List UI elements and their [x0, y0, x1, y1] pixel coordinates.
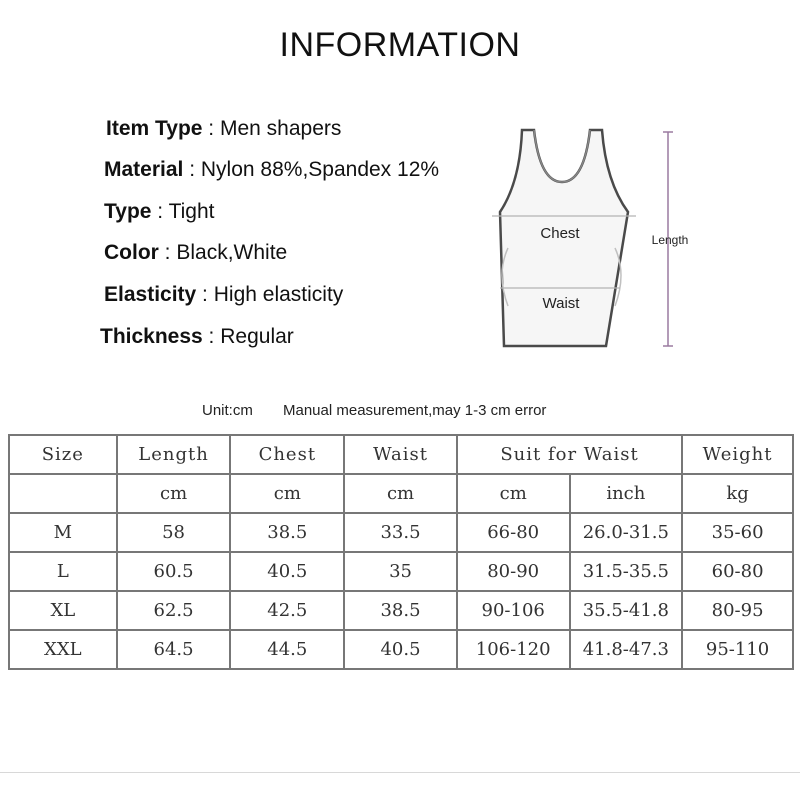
table-unit-row	[9, 474, 793, 513]
table-cell: 33.5	[344, 513, 457, 552]
tank-top-measurement-diagram	[470, 120, 710, 360]
table-cell: L	[9, 552, 117, 591]
unit-cell: cm	[457, 474, 570, 513]
spec-value: High elasticity	[213, 283, 344, 306]
tank-top-illustration	[470, 120, 710, 360]
table-row	[9, 630, 793, 669]
table-cell: 41.8-47.3	[570, 630, 683, 669]
spec-key: Item Type	[106, 117, 203, 140]
table-cell: 38.5	[230, 513, 344, 552]
bottom-divider	[0, 772, 800, 773]
spec-value: Tight	[168, 200, 215, 223]
table-cell: 66-80	[457, 513, 570, 552]
table-cell: 42.5	[230, 591, 344, 630]
table-cell: 35	[344, 552, 457, 591]
table-cell: 35.5-41.8	[570, 591, 683, 630]
chest-label: Chest	[540, 225, 580, 242]
table-cell: 58	[117, 513, 231, 552]
spec-color: Color : Black,White	[104, 241, 288, 264]
table-cell: M	[9, 513, 117, 552]
header-weight: Weight	[682, 435, 793, 474]
table-cell: 90-106	[457, 591, 570, 630]
size-chart-table	[8, 434, 794, 670]
table-cell: 80-90	[457, 552, 570, 591]
table-row	[9, 591, 793, 630]
unit-cell: cm	[230, 474, 344, 513]
unit-cell: kg	[682, 474, 793, 513]
spec-elasticity: Elasticity : High elasticity	[104, 283, 344, 306]
spec-key: Thickness	[100, 325, 203, 348]
spec-value: Nylon 88%,Spandex 12%	[200, 158, 440, 181]
table-cell: 35-60	[682, 513, 793, 552]
unit-cell: inch	[570, 474, 683, 513]
table-row	[9, 513, 793, 552]
spec-key: Elasticity	[104, 283, 197, 306]
table-cell: 38.5	[344, 591, 457, 630]
table-cell: 26.0-31.5	[570, 513, 683, 552]
unit-cell: cm	[344, 474, 457, 513]
table-cell: 44.5	[230, 630, 344, 669]
table-cell: 106-120	[457, 630, 570, 669]
table-cell: 80-95	[682, 591, 793, 630]
spec-key: Type	[104, 200, 152, 223]
table-header-row	[9, 435, 793, 474]
spec-type: Type : Tight	[104, 200, 215, 223]
length-label: Length	[651, 233, 689, 247]
unit-note: Unit:cm	[202, 402, 253, 419]
header-waist: Waist	[344, 435, 457, 474]
header-length: Length	[117, 435, 231, 474]
table-cell: 60.5	[117, 552, 231, 591]
header-suit-for-waist: Suit for Waist	[457, 435, 682, 474]
table-cell: XL	[9, 591, 117, 630]
unit-cell: cm	[117, 474, 231, 513]
spec-value: Black,White	[176, 241, 288, 264]
header-size: Size	[9, 435, 117, 474]
spec-value: Regular	[220, 325, 294, 348]
table-cell: 95-110	[682, 630, 793, 669]
header-chest: Chest	[230, 435, 344, 474]
table-cell: 40.5	[230, 552, 344, 591]
waist-label: Waist	[542, 295, 580, 312]
spec-value: Men shapers	[219, 117, 342, 140]
page-title: INFORMATION	[279, 26, 521, 64]
unit-cell	[9, 474, 117, 513]
spec-material: Material : Nylon 88%,Spandex 12%	[104, 158, 440, 181]
spec-key: Color	[104, 241, 159, 264]
table-cell: 64.5	[117, 630, 231, 669]
measurement-error-note: Manual measurement,may 1-3 cm error	[283, 402, 547, 419]
table-cell: 60-80	[682, 552, 793, 591]
table-cell: 31.5-35.5	[570, 552, 683, 591]
table-cell: 62.5	[117, 591, 231, 630]
spec-thickness: Thickness : Regular	[100, 325, 294, 348]
spec-key: Material	[104, 158, 184, 181]
table-row	[9, 552, 793, 591]
table-cell: XXL	[9, 630, 117, 669]
spec-item-type: Item Type : Men shapers	[106, 117, 342, 140]
table-cell: 40.5	[344, 630, 457, 669]
